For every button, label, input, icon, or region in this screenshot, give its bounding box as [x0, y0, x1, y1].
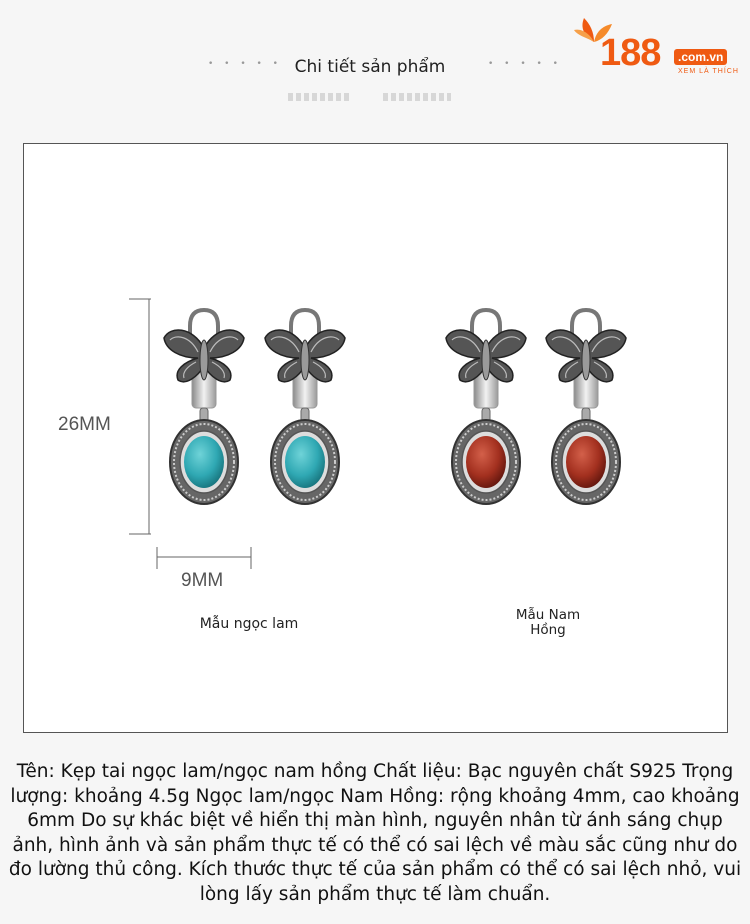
height-dimension-label: 26MM — [58, 414, 111, 435]
red-agate-earring-right — [546, 310, 626, 504]
logo-domain: .com.vn — [674, 49, 727, 65]
faint-decoration — [288, 93, 350, 101]
header — [0, 0, 750, 140]
faint-decoration — [383, 93, 451, 101]
product-description: Tên: Kẹp tai ngọc lam/ngọc nam hồng Chất liệu: Bạc nguyên chất S925 Trọng lượng: khoảng 4.5g Ngọc lam/ngọc Nam Hồng: rộng khoảng 4mm, cao khoảng 6mm Do sự khác biệt về hiển thị màn hình, nguyên nhân từ ánh sáng chụp ảnh, hình ảnh và sản phẩm thực tế có thể có sai lệch về màu sắc cũng như do đo lường thủ công. Kích thước thực tế của sản phẩm có thể có sai lệch nhỏ, vui lòng lấy sản phẩm thực tế làm chuẩn. — [8, 761, 742, 905]
title-decoration-left: • • • • • — [208, 59, 282, 69]
red-agate-earring-left — [446, 310, 526, 504]
earrings-illustration — [24, 144, 729, 734]
turquoise-earring-right — [265, 310, 345, 504]
brand-logo — [574, 14, 744, 80]
title-decoration-right: • • • • • — [488, 59, 562, 69]
turquoise-earring-left — [164, 310, 244, 504]
section-title: Chi tiết sản phẩm — [294, 57, 446, 77]
variant-label-red: Mẫu Nam Hồng — [515, 607, 581, 638]
width-dimension-label: 9MM — [181, 570, 224, 591]
logo-tagline: XEM LÀ THÍCH — [678, 68, 739, 75]
product-image-frame — [23, 143, 728, 733]
logo-number: 188 — [600, 32, 661, 74]
variant-label-turquoise: Mẫu ngọc lam — [199, 616, 299, 632]
